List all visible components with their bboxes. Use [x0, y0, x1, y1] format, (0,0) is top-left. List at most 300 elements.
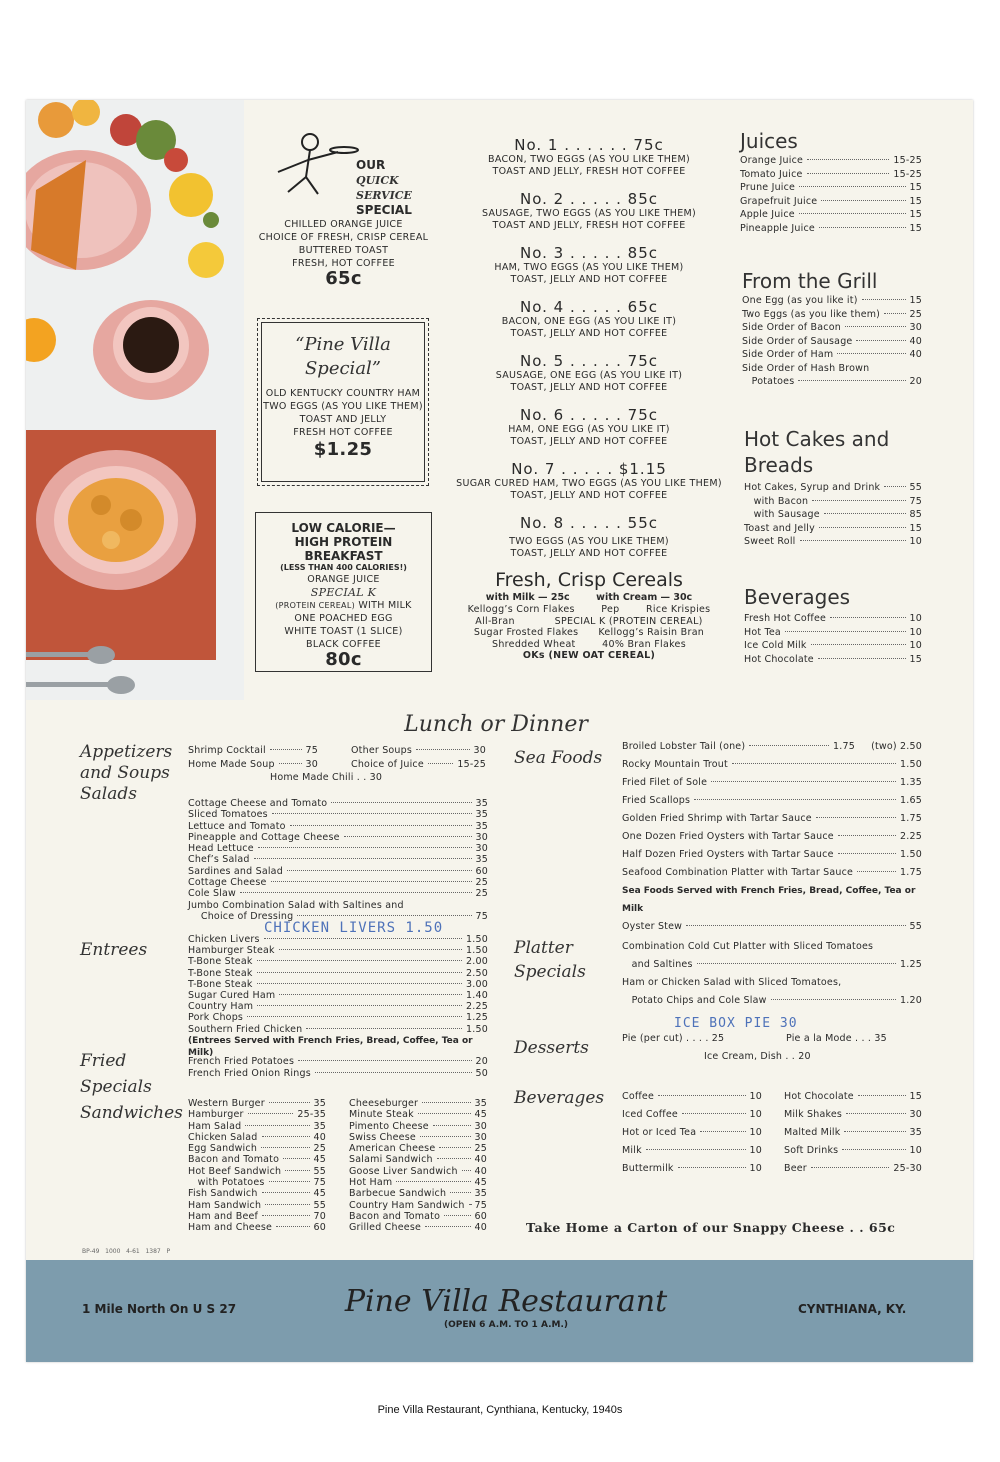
entrees-list: [188, 934, 488, 1059]
salads-list: [188, 798, 488, 922]
salad-item: Cottage Cheese: [188, 877, 267, 889]
low-cal-price: 80c: [325, 649, 362, 670]
platter-item: Combination Cold Cut Platter with Sliced Tomatoes: [622, 941, 874, 952]
platter-price: 1.25: [900, 959, 922, 970]
beverage-price: 10: [749, 1163, 762, 1174]
breakfast-combos: [444, 136, 734, 568]
pine-special-item: OLD KENTUCKY COUNTRY HAM: [265, 388, 421, 399]
sandwich-item: American Cheese: [349, 1143, 436, 1155]
juice-price: 15: [909, 195, 922, 207]
combo: [444, 136, 734, 190]
pine-special-item: FRESH HOT COFFEE: [293, 427, 393, 438]
seafood-item: Oyster Stew: [622, 921, 683, 932]
platter-heading-line1: Platter: [514, 938, 573, 958]
beverage-item: Ice Cold Milk: [744, 640, 807, 651]
juice-name: Prune Juice: [740, 182, 796, 193]
seafood-item: One Dozen Fried Oysters with Tartar Sauce: [622, 831, 834, 842]
beverage-item: Milk Shakes: [784, 1109, 843, 1120]
salad-item: Choice of Dressing: [188, 910, 294, 922]
sandwich-price: 75: [313, 1177, 326, 1189]
pine-special-item: TWO EGGS (AS YOU LIKE THEM): [263, 401, 423, 412]
sandwich-item: Hamburger: [188, 1109, 244, 1121]
image-caption: Pine Villa Restaurant, Cynthiana, Kentucky, 1940s: [377, 1404, 623, 1416]
grill-item: Potatoes: [742, 376, 795, 387]
seafood-item: Rocky Mountain Trout: [622, 759, 728, 770]
juice-name: Grapefruit Juice: [740, 195, 818, 207]
grill-item: Side Order of Bacon: [742, 322, 841, 333]
beverage-price: 15: [909, 1091, 922, 1102]
low-cal-item: SPECIAL K: [310, 586, 377, 599]
hotcakes-price: 15: [909, 522, 922, 534]
desserts-heading: Desserts: [514, 1038, 589, 1058]
combo: [444, 298, 734, 352]
seafood-item: Half Dozen Fried Oysters with Tartar Sauce: [622, 849, 834, 860]
seafood-price: 1.75: [900, 867, 922, 878]
dessert-pie-a-la-mode: Pie a la Mode . . . 35: [786, 1033, 887, 1044]
sandwich-item: Goose Liver Sandwich: [349, 1165, 458, 1177]
salad-price: 35: [475, 854, 488, 866]
juice-name: Pineapple Juice: [740, 222, 815, 234]
sandwich-price: 40: [474, 1154, 487, 1166]
platter-item: and Saltines: [622, 959, 693, 970]
beverage-item: Iced Coffee: [622, 1109, 678, 1120]
appetizers-col-a: [188, 744, 318, 771]
pine-villa-special-box: [257, 318, 429, 486]
combo: [444, 514, 734, 568]
hotcakes-title1: Hot Cakes and: [744, 427, 890, 451]
beverages-bottom-heading: Beverages: [514, 1088, 605, 1108]
salad-item: Cole Slaw: [188, 888, 237, 900]
seafood-price: 2.25: [900, 831, 922, 842]
grill-price: 40: [909, 349, 922, 360]
cereals-title: Fresh, Crisp Cereals: [495, 569, 683, 591]
juice-price: 15: [909, 209, 922, 220]
juice-price: 15-25: [893, 155, 922, 166]
footer-city: CYNTHIANA, KY.: [798, 1302, 907, 1316]
chicken-livers-stamp: CHICKEN LIVERS 1.50: [264, 920, 444, 936]
beverage-item: Hot Tea: [744, 626, 781, 638]
low-cal-item: ONE POACHED EGG: [294, 613, 393, 624]
appetizer-price: 15-25: [457, 758, 486, 770]
entree-price: 1.25: [466, 1012, 488, 1024]
combo-desc: TOAST AND JELLY, FRESH HOT COFFEE: [492, 166, 686, 177]
seafoods-heading: Sea Foods: [514, 748, 603, 768]
low-calorie-box: [255, 512, 432, 672]
hotcakes-item: Sweet Roll: [744, 536, 796, 547]
sandwiches-col-a: [188, 1098, 326, 1234]
salad-item: Cottage Cheese and Tomato: [188, 798, 328, 809]
low-cal-item: WHITE TOAST (1 SLICE): [284, 626, 403, 637]
hotcakes-price: 10: [909, 536, 922, 547]
entree-price: 2.25: [466, 1001, 488, 1013]
combo-desc: SAUSAGE, TWO EGGS (AS YOU LIKE THEM): [481, 208, 697, 219]
fried-price: 50: [475, 1068, 488, 1079]
salad-price: 25: [475, 877, 488, 889]
seafoods-note: Sea Foods Served with French Fries, Bread, Coffee, Tea or Milk: [622, 886, 916, 914]
sandwich-item: Bacon and Tomato: [188, 1154, 280, 1166]
seafoods-list: [622, 738, 922, 936]
combo: [444, 460, 734, 514]
restaurant-name: Pine Villa Restaurant: [344, 1284, 668, 1319]
appetizers-col-b: [351, 744, 486, 771]
low-cal-item: ORANGE JUICE: [307, 574, 380, 585]
salad-item: Head Lettuce: [188, 843, 254, 855]
sandwiches-heading: Sandwiches: [80, 1103, 183, 1123]
sandwich-item: Western Burger: [188, 1098, 265, 1109]
hotcakes-price: 85: [909, 509, 922, 520]
low-cal-title1: LOW CALORIE—: [291, 521, 396, 535]
salad-price: 35: [475, 798, 488, 809]
entrees-note: (Entrees Served with French Fries, Bread, Coffee, Tea or Milk): [188, 1035, 473, 1058]
pine-special-price: $1.25: [313, 439, 373, 460]
quick-line2: QUICK SERVICE: [356, 174, 412, 202]
combo-number: No. 5 . . . . . 75c: [520, 352, 658, 370]
fried-list: [188, 1056, 488, 1080]
sandwich-price: 35: [474, 1188, 487, 1200]
appetizers-heading: [80, 742, 172, 805]
print-code: BP-49 1000 4-61 1387 P: [82, 1248, 171, 1255]
salad-item: Sliced Tomatoes: [188, 809, 268, 821]
quick-line1: OUR: [356, 158, 386, 172]
appetizer-price: 75: [305, 745, 318, 756]
cereal-line: Shredded Wheat 40% Bran Flakes: [492, 638, 686, 650]
fried-sandwich-heading: [80, 1048, 183, 1126]
sandwich-price: 60: [313, 1222, 326, 1234]
appetizers-heading-line2: and Soups: [80, 763, 170, 783]
grill-item: Side Order of Sausage: [742, 335, 853, 347]
grill-price: 25: [909, 308, 922, 320]
sandwich-item: Chicken Salad: [188, 1131, 258, 1143]
sandwich-item: Ham Salad: [188, 1120, 242, 1132]
appetizer-item: Home Made Soup: [188, 758, 275, 770]
lunch-dinner-title: Lunch or Dinner: [404, 712, 588, 737]
cereal-line: Kellogg’s Corn Flakes Pep Rice Krispies: [467, 604, 711, 615]
breakfast-photo: [26, 100, 244, 700]
combo-desc: TOAST, JELLY AND HOT COFFEE: [510, 490, 668, 501]
beverage-price: 35: [909, 1127, 922, 1138]
salad-item: Lettuce and Tomato: [188, 820, 286, 832]
low-cal-protein-note: (PROTEIN CEREAL): [275, 601, 355, 610]
sandwich-price: 40: [474, 1222, 487, 1234]
seafood-price: 1.50: [900, 849, 922, 860]
grill-price: 30: [909, 322, 922, 333]
salad-price: 60: [475, 865, 488, 877]
entree-item: T-Bone Steak: [188, 956, 253, 968]
juices-title: Juices: [740, 129, 798, 153]
combo-desc: TOAST AND JELLY, FRESH HOT COFFEE: [492, 220, 686, 231]
sandwich-item: Barbecue Sandwich: [349, 1188, 447, 1200]
beverage-item: Hot or Iced Tea: [622, 1127, 697, 1138]
grill-section: [742, 268, 922, 389]
hotcakes-item: with Bacon: [744, 495, 809, 507]
beverage-price: 15: [909, 653, 922, 665]
combo-number: No. 1 . . . . . . 75c: [514, 136, 664, 154]
appetizer-item: Choice of Juice: [351, 758, 424, 770]
beverages-bottom-col-b: [784, 1088, 922, 1178]
combo-number: No. 8 . . . . . 55c: [520, 514, 658, 532]
menu-sheet: [26, 100, 973, 1362]
quick-item: CHILLED ORANGE JUICE: [284, 219, 403, 230]
salad-price: 30: [475, 843, 488, 855]
footer-band: [26, 1260, 973, 1362]
entree-item: Pork Chops: [188, 1012, 244, 1024]
fried-price: 20: [475, 1056, 488, 1067]
low-cal-item: WITH MILK: [358, 600, 412, 611]
beverage-price: 10: [749, 1127, 762, 1138]
sandwich-price: 45: [474, 1177, 487, 1189]
hotcakes-item: with Sausage: [744, 509, 820, 520]
quick-item: FRESH, HOT COFFEE: [292, 258, 395, 269]
snappy-cheese-promo: Take Home a Carton of our Snappy Cheese . . 65c: [526, 1220, 896, 1235]
juice-price: 15-25: [893, 168, 922, 180]
combo-number: No. 6 . . . . . 75c: [520, 406, 658, 424]
seafood-item: Golden Fried Shrimp with Tartar Sauce: [622, 813, 812, 824]
fried-heading-line1: Fried: [80, 1051, 127, 1071]
pine-special-title2: Special”: [304, 358, 382, 379]
beverage-price: 10: [909, 613, 922, 624]
sandwich-item: Bacon and Tomato: [349, 1210, 441, 1222]
sandwich-item: Ham Sandwich: [188, 1199, 262, 1211]
quick-price: 65c: [325, 268, 362, 289]
entree-price: 1.40: [466, 990, 488, 1002]
platter-price: 1.20: [900, 995, 922, 1006]
sandwich-price: 45: [313, 1188, 326, 1200]
sandwich-item: Hot Ham: [349, 1177, 393, 1189]
appetizer-price: 30: [305, 758, 318, 770]
combo-desc: HAM, ONE EGG (AS YOU LIKE IT): [508, 424, 670, 435]
sandwich-price: 35: [474, 1098, 487, 1109]
entree-item: Country Ham: [188, 1001, 254, 1013]
sandwich-item: Country Ham Sandwich: [349, 1199, 465, 1211]
hotcakes-title2: Breads: [744, 453, 814, 477]
salad-price: 35: [475, 809, 488, 821]
seafood-item: Fried Filet of Sole: [622, 777, 708, 788]
seafood-price: 1.75: [900, 813, 922, 824]
appetizer-chili: Home Made Chili . . 30: [270, 772, 383, 783]
pine-special-title1: “Pine Villa: [295, 334, 391, 355]
grill-item: Two Eggs (as you like them): [742, 308, 881, 320]
sandwich-price: 30: [474, 1131, 487, 1143]
beverage-item: Milk: [622, 1145, 642, 1156]
sandwich-item: Grilled Cheese: [349, 1222, 422, 1234]
salads-heading: Salads: [80, 784, 137, 804]
sandwich-item: Salami Sandwich: [349, 1154, 433, 1166]
juice-name: Apple Juice: [740, 209, 795, 220]
beverage-price: 10: [749, 1091, 762, 1102]
appetizers-heading-line1: Appetizers: [80, 742, 173, 762]
quick-line3: SPECIAL: [356, 203, 412, 217]
combo-desc: TOAST, JELLY AND HOT COFFEE: [510, 274, 668, 285]
platter-item: Potato Chips and Cole Slaw: [622, 995, 767, 1006]
platter-list: [622, 938, 922, 1010]
salad-item: Jumbo Combination Salad with Saltines and: [188, 899, 404, 911]
footer-brand: [326, 1284, 686, 1330]
hotcakes-item: Hot Cakes, Syrup and Drink: [744, 482, 881, 493]
sandwich-price: 40: [474, 1165, 487, 1177]
sandwich-price: 25: [313, 1143, 326, 1155]
pine-special-item: TOAST AND JELLY: [299, 414, 387, 425]
entree-item: Southern Fried Chicken: [188, 1023, 303, 1035]
sandwich-item: Cheeseburger: [349, 1098, 419, 1109]
seafood-item: Fried Scallops: [622, 795, 691, 806]
entree-price: 3.00: [466, 978, 488, 990]
entree-price: 2.00: [466, 956, 488, 968]
beverage-item: Malted Milk: [784, 1127, 841, 1138]
sandwich-price: 45: [313, 1154, 326, 1166]
low-cal-item: BLACK COFFEE: [306, 639, 381, 650]
hotcakes-item: Toast and Jelly: [744, 522, 815, 534]
beverage-price: 10: [909, 1145, 922, 1156]
grill-price: 15: [909, 295, 922, 306]
fried-item: French Fried Onion Rings: [188, 1068, 311, 1079]
sandwich-price: 55: [313, 1199, 326, 1211]
seafood-price: 1.35: [900, 777, 922, 788]
grill-item: One Egg (as you like it): [742, 295, 858, 306]
entree-price: 1.50: [466, 934, 488, 945]
beverage-item: Hot Chocolate: [744, 653, 814, 665]
grill-title: From the Grill: [742, 269, 878, 293]
salad-price: 30: [475, 831, 488, 843]
juice-name: Orange Juice: [740, 155, 804, 166]
juice-price: 15: [909, 182, 922, 193]
juice-price: 15: [909, 222, 922, 234]
sandwich-item: Minute Steak: [349, 1109, 414, 1121]
sandwich-price: 55: [313, 1165, 326, 1177]
beverage-price: 10: [909, 626, 922, 638]
sandwich-item: with Potatoes: [188, 1177, 265, 1189]
combo: [444, 406, 734, 460]
grill-price: 40: [909, 335, 922, 347]
salad-price: 75: [475, 910, 488, 922]
entree-price: 1.50: [466, 945, 488, 957]
beverage-price: 10: [749, 1145, 762, 1156]
hotcakes-price: 55: [909, 482, 922, 493]
fried-item: French Fried Potatoes: [188, 1056, 295, 1067]
cereal-line: OKs (NEW OAT CEREAL): [522, 650, 656, 661]
sandwich-price: 30: [474, 1120, 487, 1132]
sandwich-price: 40: [313, 1131, 326, 1143]
opening-hours: (OPEN 6 A.M. TO 1 A.M.): [444, 1320, 568, 1330]
quick-item: CHOICE OF FRESH, CRISP CEREAL: [258, 232, 429, 243]
hotcakes-price: 75: [909, 495, 922, 507]
entree-item: T-Bone Steak: [188, 978, 253, 990]
cereals-milk-price: with Milk — 25c: [485, 592, 570, 603]
entree-item: Chicken Livers: [188, 934, 260, 945]
sandwich-price: 60: [474, 1210, 487, 1222]
beverages-top-section: [744, 584, 922, 666]
cereals-section: [444, 568, 734, 662]
juice-name: Tomato Juice: [740, 168, 803, 180]
sandwich-item: Egg Sandwich: [188, 1143, 258, 1155]
combo-number: No. 7 . . . . . $1.15: [511, 460, 667, 478]
sandwich-price: 70: [313, 1210, 326, 1222]
sandwich-item: Hot Beef Sandwich: [188, 1165, 282, 1177]
combo: [444, 190, 734, 244]
footer-location: 1 Mile North On U S 27: [82, 1302, 237, 1316]
ice-box-pie-stamp: ICE BOX PIE 30: [674, 1016, 798, 1031]
beverage-item: Beer: [784, 1163, 807, 1174]
appetizer-item: Other Soups: [351, 745, 413, 756]
dessert-pie: Pie (per cut) . . . . 25: [622, 1033, 725, 1044]
beverage-item: Coffee: [622, 1091, 655, 1102]
combo-desc: HAM, TWO EGGS (AS YOU LIKE THEM): [494, 262, 684, 273]
sandwich-item: Swiss Cheese: [349, 1131, 416, 1143]
combo-desc: TWO EGGS (AS YOU LIKE THEM): [509, 536, 669, 547]
appetizer-price: 30: [473, 745, 486, 756]
entrees-heading: Entrees: [80, 940, 148, 960]
cereals-cream-price: with Cream — 30c: [596, 592, 693, 603]
cereal-line: All-Bran SPECIAL K (PROTEIN CEREAL): [475, 615, 703, 627]
combo-desc: TOAST, JELLY AND HOT COFFEE: [510, 548, 668, 559]
seafood-price: 1.65: [900, 795, 922, 806]
fried-heading-line2: Specials: [80, 1077, 152, 1097]
platter-heading-line2: Specials: [514, 962, 586, 982]
sandwich-item: Fish Sandwich: [188, 1188, 258, 1200]
salad-item: Sardines and Salad: [188, 865, 283, 877]
combo-desc: TOAST, JELLY AND HOT COFFEE: [510, 328, 668, 339]
combo-desc: TOAST, JELLY AND HOT COFFEE: [510, 436, 668, 447]
combo: [444, 244, 734, 298]
grill-item: Side Order of Ham: [742, 349, 834, 360]
seafood-price: 1.50: [900, 759, 922, 770]
beverage-item: Soft Drinks: [784, 1145, 839, 1156]
sandwiches-col-b: [349, 1098, 487, 1234]
grill-price: 20: [909, 376, 922, 387]
entree-price: 2.50: [466, 967, 488, 979]
combo-number: No. 2 . . . . . 85c: [520, 190, 658, 208]
beverage-price: 10: [909, 640, 922, 651]
sandwich-item: Ham and Cheese: [188, 1222, 273, 1234]
salad-item: Chef’s Salad: [188, 854, 250, 866]
sandwich-price: 45: [474, 1109, 487, 1121]
platter-heading: [514, 936, 586, 984]
quick-service-title: [356, 158, 426, 218]
salad-price: 25: [475, 888, 488, 900]
entree-item: Sugar Cured Ham: [188, 990, 276, 1002]
juices-section: [740, 128, 922, 235]
entree-item: Hamburger Steak: [188, 945, 275, 957]
appetizer-item: Shrimp Cocktail: [188, 745, 266, 756]
combo: [444, 352, 734, 406]
low-cal-subtitle: (LESS THAN 400 CALORIES!): [280, 563, 407, 572]
sandwich-item: Pimento Cheese: [349, 1120, 429, 1132]
combo-desc: TOAST, JELLY AND HOT COFFEE: [510, 382, 668, 393]
seafood-item: Seafood Combination Platter with Tartar Sauce: [622, 867, 854, 878]
combo-desc: SUGAR CURED HAM, TWO EGGS (AS YOU LIKE THEM): [456, 478, 722, 489]
combo-number: No. 3 . . . . . 85c: [520, 244, 658, 262]
salad-price: 35: [475, 820, 488, 832]
beverage-price: 10: [749, 1109, 762, 1120]
sandwich-price: 75: [474, 1199, 487, 1211]
platter-item: Ham or Chicken Salad with Sliced Tomatoes,: [622, 977, 842, 988]
quick-service-items: [256, 218, 431, 289]
salad-item: Pineapple and Cottage Cheese: [188, 831, 340, 843]
combo-desc: BACON, ONE EGG (AS YOU LIKE IT): [501, 316, 677, 327]
sandwich-price: 25: [474, 1143, 487, 1155]
seafood-price: 55: [909, 921, 922, 932]
entree-price: 1.50: [466, 1023, 488, 1035]
quick-item: BUTTERED TOAST: [298, 245, 389, 256]
beverages-top-title: Beverages: [744, 585, 851, 609]
seafood-price: 1.75 (two) 2.50: [833, 741, 922, 752]
combo-desc: SAUSAGE, ONE EGG (AS YOU LIKE IT): [495, 370, 683, 381]
beverage-item: Hot Chocolate: [784, 1091, 854, 1102]
grill-item: Side Order of Hash Brown: [742, 362, 870, 374]
sandwich-item: Ham and Beef: [188, 1210, 259, 1222]
beverage-price: 30: [909, 1109, 922, 1120]
sandwich-price: 35: [313, 1120, 326, 1132]
entree-item: T-Bone Steak: [188, 967, 253, 979]
